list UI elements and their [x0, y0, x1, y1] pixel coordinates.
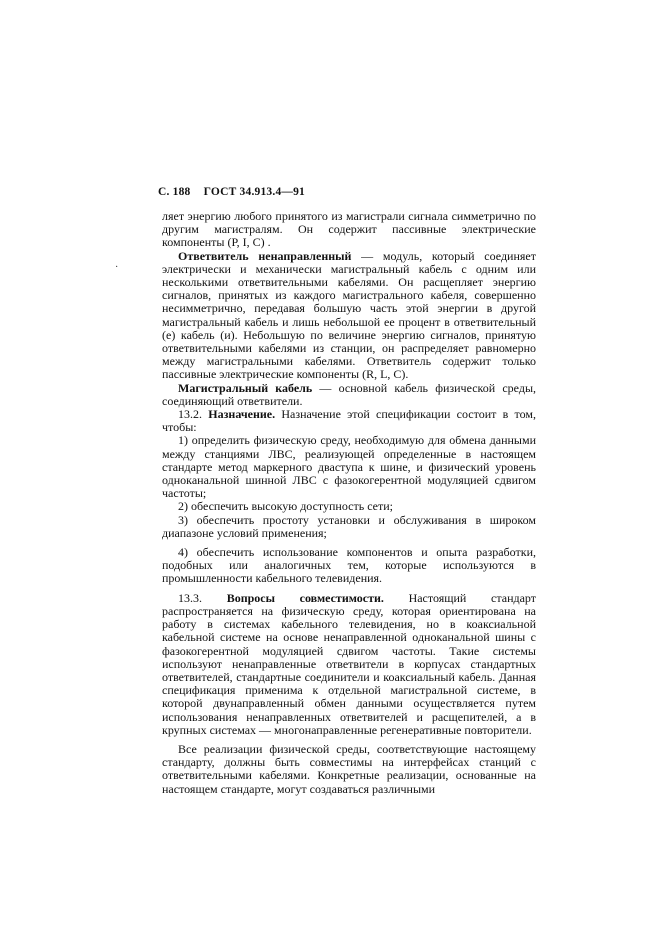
list-item — [162, 514, 536, 540]
scan-dot: · — [115, 262, 119, 273]
list-item-text: 4) обеспечить использование компонентов и опыта разработки, подобных или аналогичных тем, которые используются в промышленности кабельного телевидения. — [162, 545, 536, 586]
standard-designation: ГОСТ 34.913.4—91 — [203, 186, 306, 198]
section-number: 13.2. — [178, 407, 202, 422]
paragraph-text: ляет энергию любого принятого из магистрали сигнала симметрично по другим магистралям. Он содержит пассивные электрические компоненты (Р, I, С) . — [162, 209, 536, 250]
term-trunk-cable: Магистральный кабель — [178, 380, 313, 395]
paragraph-text: — основной кабель физической среды, соединяющий ответвители. — [162, 380, 537, 408]
section-title: Вопросы совместимости. — [226, 590, 384, 605]
page-header — [158, 186, 305, 198]
paragraph — [162, 382, 536, 408]
section-title: Назначение. — [208, 407, 276, 422]
page-number: С. 188 — [158, 186, 191, 198]
list-item — [162, 546, 536, 586]
section-13-3 — [162, 592, 536, 737]
paragraph-text: Назначение этой спецификации состоит в том, чтобы: — [162, 407, 537, 435]
term-directional-coupler: Ответвитель ненаправленный — [178, 248, 352, 263]
paragraph-text: Настоящий стандарт распространяется на физическую среду, которая ориентирована на работу в системах кабельного телевидения, но в коаксиальной кабельной системе на основе ненаправленной одноканальной шины с фазокогерентной модуляцией сдвигом частоты. Такие системы используют ненаправленные ответвители в корпусах стандартных ответвителей, стандартные соединители и коаксиальный кабель. Данная спецификация применима к отдельной магистральной системе, в которой двунаправленный обмен данными осуществляется путем использования ненаправленных ответвителей и расщепителей, а в крупных системах — многонаправленные регенеративные повторители. — [162, 590, 537, 737]
list-item — [162, 434, 536, 500]
list-item-text: 1) определить физическую среду, необходимую для обмена данными между станциями ЛВС, реализующей определенные в настоящем стандарте метод маркерного дваступа к шине, и физический уровень одноканальной шинной ЛВС с фазокогерентной модуляцией сдвигом частоты; — [162, 433, 536, 501]
body-text — [162, 210, 536, 796]
paragraph — [162, 250, 536, 382]
section-13-2 — [162, 408, 536, 434]
paragraph — [162, 743, 536, 796]
paragraph — [162, 210, 536, 250]
paragraph-text: — модуль, который соединяет электрически и механически магистральный кабель с одним или несколькими ответвительными кабелями. Он расщепляет энергию сигналов, принятых из каждого магистрального кабеля, совершенно несимметрично, передавая большую часть этой энергии в другой магистральный кабель и лишь небольшой ее процент в ответвительный (е) кабель (и). Небольшую по величине энергию сигналов, принятую ответвительными кабелями из станции, он распределяет равномерно между магистральными кабелями. Ответвитель содержит только пассивные электрические компоненты (R, L, C). — [162, 248, 536, 382]
section-number: 13.3. — [178, 590, 202, 605]
list-item-text: 3) обеспечить простоту установки и обслуживания в широком диапазоне условий применения; — [162, 512, 536, 540]
list-item-text: 2) обеспечить высокую доступность сети; — [178, 499, 393, 514]
paragraph-text: Все реализации физической среды, соответствующие настоящему стандарту, должны быть совместимы на интерфейсах станций с ответвительными кабелями. Конкретные реализации, основанные на настоящем стандарте, могут создаваться различными — [162, 741, 536, 796]
